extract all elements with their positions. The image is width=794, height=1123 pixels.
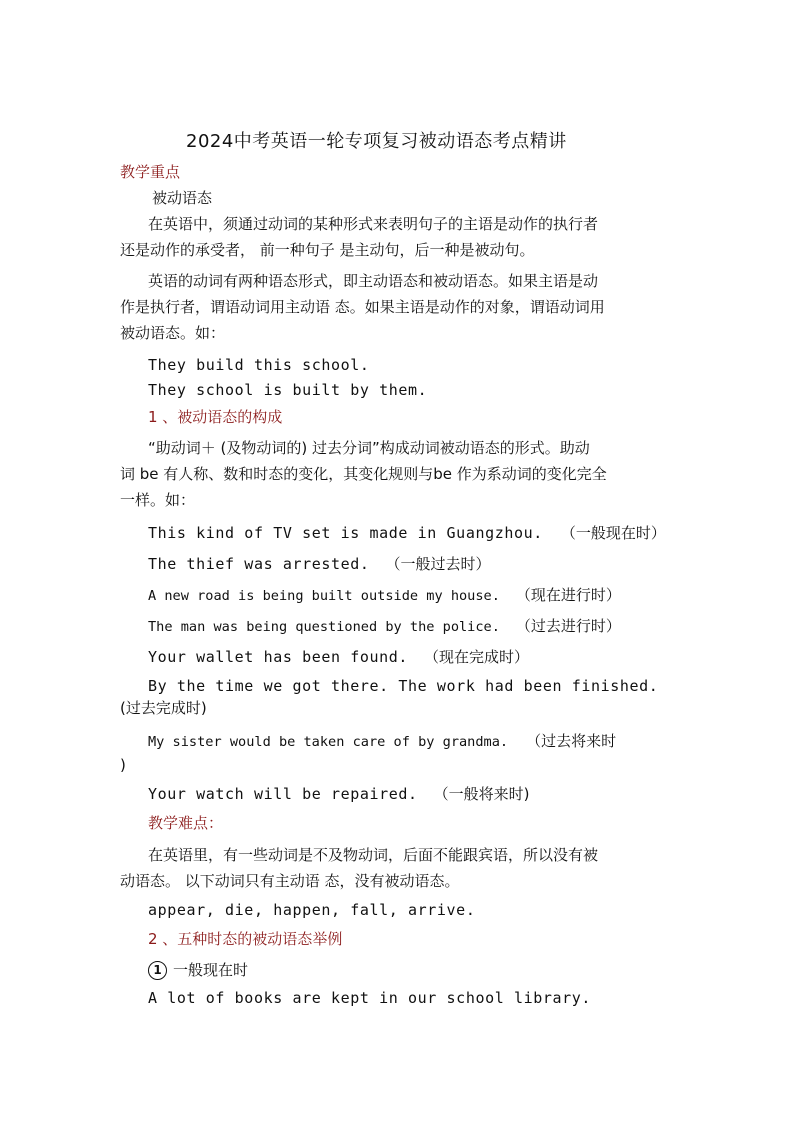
example-tense: （一般过去时） (385, 555, 491, 573)
example-row (148, 523, 666, 544)
example-english: Your wallet has been found. (148, 648, 409, 666)
example-tense: （现在进行时） (515, 586, 621, 604)
section-teaching-difficulty: 教学难点： (148, 814, 224, 832)
example-row (148, 647, 529, 668)
paragraph-2-line-2: 作是执行者，谓语动词用主动语 态。如果主语是动作的对象，谓语动词用 (120, 298, 605, 316)
list-item-simple-present (148, 960, 248, 980)
example-tense: （过去进行时） (515, 617, 621, 635)
example-english: The man was being questioned by the police. (148, 619, 500, 635)
paragraph-1-line-2: 还是动作的承受者， 前一种句子 是主动句，后一种是被动句。 (120, 241, 535, 259)
example-row (148, 616, 621, 637)
paragraph-3-line-3: 一样。如： (120, 491, 196, 509)
paragraph-2-line-1: 英语的动词有两种语态形式，即主动语态和被动语态。如果主语是动 (148, 272, 599, 290)
example-past-future-english: My sister would be taken care of by grandma. (148, 734, 509, 750)
list-item-label: 一般现在时 (173, 961, 249, 979)
paragraph-1-line-1: 在英语中，须通过动词的某种形式来表明句子的主语是动作的执行者 (148, 215, 599, 233)
example-simple-present: A lot of books are kept in our school library. (148, 989, 592, 1007)
example-english: This kind of TV set is made in Guangzhou. (148, 524, 543, 542)
example-future-tense: （一般将来时) (433, 785, 530, 803)
example-row (148, 585, 621, 606)
section-teaching-focus: 教学重点 (120, 163, 181, 181)
example-english: A new road is being built outside my house. (148, 588, 500, 604)
circled-number: 1 (148, 961, 167, 980)
example-sentence-passive: They school is built by them. (148, 381, 428, 399)
paragraph-3-line-1: “助动词＋ (及物动词的) 过去分词”构成动词被动语态的形式。助动 (148, 439, 590, 457)
heading-2-five-tenses: 2 、五种时态的被动语态举例 (148, 930, 343, 948)
heading-1-passive-structure: 1 、被动语态的构成 (148, 408, 283, 426)
intransitive-verbs-list: appear, die, happen, fall, arrive. (148, 901, 476, 919)
example-english: The thief was arrested. (148, 555, 370, 573)
subheading-passive-voice: 被动语态 (152, 189, 213, 207)
example-sentence-active: They build this school. (148, 356, 370, 374)
example-past-perfect-english: By the time we got there. The work had been finished. (148, 677, 659, 695)
example-past-future-close: ) (120, 756, 126, 774)
paragraph-4-line-2: 动语态。 以下动词只有主动语 态，没有被动语态。 (120, 872, 460, 890)
example-row (148, 731, 616, 752)
example-past-future-tense: （过去将来时 (526, 732, 617, 750)
example-tense: （现在完成时） (424, 648, 530, 666)
paragraph-4-line-1: 在英语里，有一些动词是不及物动词，后面不能跟宾语，所以没有被 (148, 846, 599, 864)
example-row (148, 554, 491, 575)
example-tense: （一般现在时） (560, 524, 666, 542)
example-past-perfect-tense: (过去完成时) (120, 699, 207, 717)
paragraph-3-line-2: 词 be 有人称、数和时态的变化，其变化规则与be 作为系动词的变化完全 (120, 465, 607, 483)
example-row (148, 784, 530, 805)
paragraph-2-line-3: 被动语态。如： (120, 324, 226, 342)
example-future-english: Your watch will be repaired. (148, 785, 418, 803)
document-title: 2024中考英语一轮专项复习被动语态考点精讲 (186, 131, 567, 152)
